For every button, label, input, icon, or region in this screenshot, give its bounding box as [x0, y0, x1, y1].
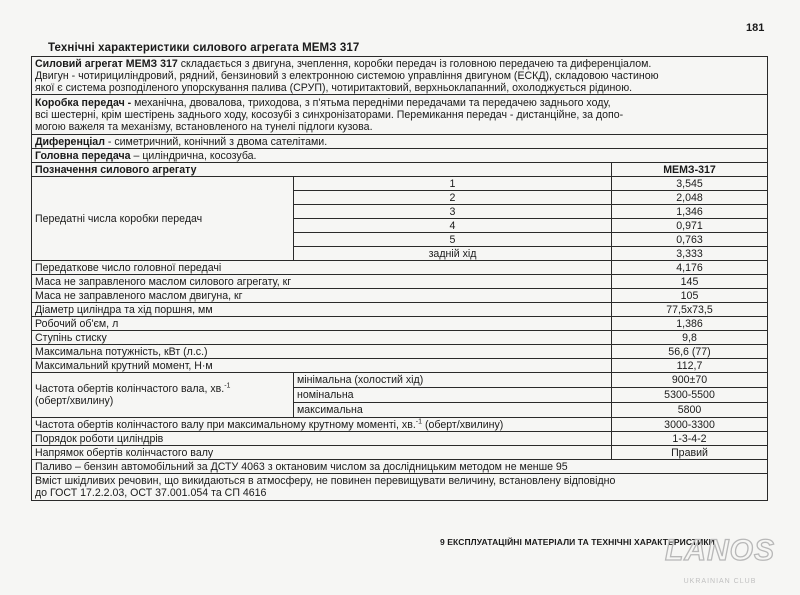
gear-ratio-value: 2,048 — [612, 191, 768, 205]
final-drive-row — [32, 149, 768, 163]
spec-value: 4,176 — [612, 261, 768, 275]
spec-value: 77,5х73,5 — [612, 303, 768, 317]
spec-row — [32, 275, 768, 289]
rpm-label-sup: -1 — [224, 382, 231, 390]
rpm-value: 5800 — [612, 403, 768, 418]
spec-value: 1,386 — [612, 317, 768, 331]
section-footer: 9 ЕКСПЛУАТАЦІЙНІ МАТЕРІАЛИ ТА ТЕХНІЧНІ ХАРАКТЕРИСТИКИ — [440, 537, 715, 547]
intro-lead: Силовий агрегат МЕМЗ 317 — [35, 57, 178, 70]
torque-rpm-sup: -1 — [415, 417, 423, 425]
rotation-row — [32, 446, 768, 460]
gear-ratio-value: 0,971 — [612, 219, 768, 233]
gear-number: задній хід — [294, 247, 612, 261]
rpm-row — [32, 373, 768, 388]
gear-row — [32, 177, 768, 191]
spec-value: 9,8 — [612, 331, 768, 345]
watermark-logo-text: LANOS — [665, 534, 775, 567]
intro-cell — [32, 57, 768, 95]
spec-row — [32, 345, 768, 359]
spec-row — [32, 289, 768, 303]
spec-label: Максимальна потужність, кВт (л.с.) — [32, 345, 612, 359]
gear-ratios-label: Передатні числа коробки передач — [32, 177, 294, 261]
spec-row — [32, 331, 768, 345]
differential-cell — [32, 135, 768, 149]
spec-row — [32, 317, 768, 331]
torque-rpm-row — [32, 418, 768, 432]
final-drive-cell — [32, 149, 768, 163]
header-row — [32, 163, 768, 177]
differential-row — [32, 135, 768, 149]
rpm-label-line-1: Частота обертів колінчастого вала, хв. — [35, 383, 225, 395]
final-drive-lead: Головна передача — [35, 149, 131, 162]
rpm-value: 5300-5500 — [612, 388, 768, 403]
club-watermark — [645, 520, 795, 595]
torque-rpm-label — [32, 418, 612, 432]
differential-lead: Диференціал — [35, 135, 105, 148]
gear-number: 4 — [294, 219, 612, 233]
final-drive-text: – циліндрична, косозуба. — [130, 149, 257, 162]
spec-value: 56,6 (77) — [612, 345, 768, 359]
gear-ratio-value: 3,545 — [612, 177, 768, 191]
emissions-line-1: Вміст шкідливих речовин, що викидаються в атмосферу, не повинен перевищувати величину, встановлену відповідно — [35, 475, 616, 487]
spec-value: 112,7 — [612, 359, 768, 373]
gearbox-lead: Коробка передач - — [35, 96, 132, 109]
gearbox-cell — [32, 95, 768, 135]
gearbox-text-1: механічна, двовалова, триходова, з п'ятьма передніми передачами та передачею заднього ходу, — [131, 96, 611, 109]
emissions-row — [32, 474, 768, 501]
gear-number: 5 — [294, 233, 612, 247]
spec-label: Максимальний крутний момент, Н·м — [32, 359, 612, 373]
spec-row — [32, 303, 768, 317]
gear-number: 2 — [294, 191, 612, 205]
rpm-label — [32, 373, 294, 418]
firing-order-label: Порядок роботи циліндрів — [32, 432, 612, 446]
rpm-mode: мінімальна (холостий хід) — [294, 373, 612, 388]
gear-ratio-value: 0,763 — [612, 233, 768, 247]
spec-label: Робочий об'єм, л — [32, 317, 612, 331]
spec-table — [31, 56, 768, 501]
emissions-line-2: до ГОСТ 17.2.2.03, ОСТ 37.001.054 та СП 4616 — [35, 487, 267, 499]
watermark-subtext: UKRAINIAN CLUB — [683, 578, 757, 585]
intro-text-2: Двигун - чотирициліндровий, рядний, бензиновий з електронною системою управління двигуном (ЕСКД), складовою частиною — [35, 69, 659, 82]
fuel-text: Паливо – бензин автомобільний за ДСТУ 4063 з октановим числом за дослідницьким методом не менше 95 — [32, 460, 768, 474]
gear-number: 3 — [294, 205, 612, 219]
gear-ratio-value: 1,346 — [612, 205, 768, 219]
header-label: Позначення силового агрегату — [32, 163, 612, 177]
gearbox-text-2: всі шестерні, крім шестірень заднього ходу, косозубі з синхронізаторами. Перемикання передач - дистанційне, за допо- — [35, 108, 624, 121]
rpm-mode: номінальна — [294, 388, 612, 403]
rpm-value: 900±70 — [612, 373, 768, 388]
differential-text: - симетричний, конічний з двома сателітами. — [104, 135, 328, 148]
gearbox-row — [32, 95, 768, 135]
firing-order-value: 1-3-4-2 — [612, 432, 768, 446]
intro-row — [32, 57, 768, 95]
rotation-value: Правий — [612, 446, 768, 460]
firing-order-row — [32, 432, 768, 446]
spec-row — [32, 261, 768, 275]
spec-label: Ступінь стиску — [32, 331, 612, 345]
torque-rpm-label-a: Частота обертів колінчастого валу при максимальному крутному моменті, хв. — [35, 418, 416, 431]
document-title: Технічні характеристики силового агрегата МЕМЗ 317 — [48, 42, 360, 54]
spec-label: Передаткове число головної передачі — [32, 261, 612, 275]
gear-ratio-value: 3,333 — [612, 247, 768, 261]
gear-number: 1 — [294, 177, 612, 191]
spec-value: 105 — [612, 289, 768, 303]
gearbox-text-3: могою важеля та механізму, встановленого на тунелі підлоги кузова. — [35, 120, 373, 133]
rpm-label-line-2: (оберт/хвилину) — [35, 395, 114, 407]
header-value: МЕМЗ-317 — [612, 163, 768, 177]
torque-rpm-label-b: (оберт/хвилину) — [422, 418, 504, 431]
spec-row — [32, 359, 768, 373]
intro-text-3: якої є система розподіленого упорскування палива (СРУП), чотиритактовий, верхньоклапанний, охолоджується рідиною. — [35, 81, 633, 94]
intro-text-1: складається з двигуна, зчеплення, коробки передач із головною передачею та диференціалом. — [177, 57, 652, 70]
spec-label: Діаметр циліндра та хід поршня, мм — [32, 303, 612, 317]
torque-rpm-value: 3000-3300 — [612, 418, 768, 432]
page-number: 181 — [746, 22, 765, 34]
rotation-label: Напрямок обертів колінчастого валу — [32, 446, 612, 460]
emissions-cell — [32, 474, 768, 501]
rpm-mode: максимальна — [294, 403, 612, 418]
spec-value: 145 — [612, 275, 768, 289]
spec-label: Маса не заправленого маслом двигуна, кг — [32, 289, 612, 303]
fuel-row — [32, 460, 768, 474]
spec-label: Маса не заправленого маслом силового агрегату, кг — [32, 275, 612, 289]
